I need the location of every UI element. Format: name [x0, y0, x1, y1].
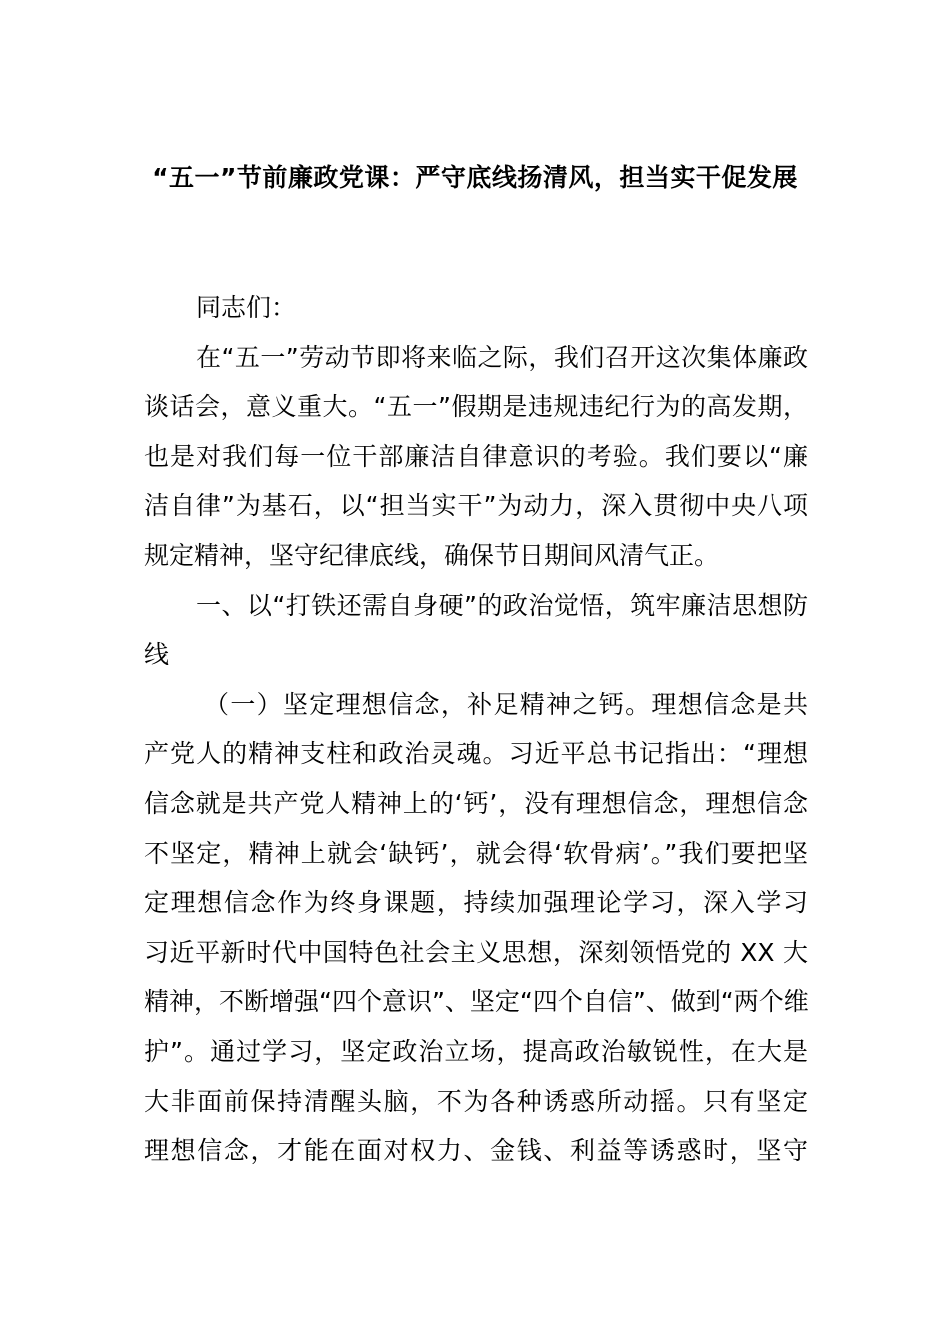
- paragraph-line: 习近平新时代中国特色社会主义思想，深刻领悟党的 XX 大: [144, 937, 808, 967]
- salutation-line: 同志们：: [196, 293, 297, 322]
- paragraph-line: 精神，不断增强“四个意识”、坚定“四个自信”、做到“两个维: [144, 987, 809, 1017]
- paragraph-line: 大非面前保持清醒头脑，不为各种诱惑所动摇。只有坚定: [144, 1086, 808, 1116]
- paragraph-line: 护”。通过学习，坚定政治立场，提高政治敏锐性，在大是: [144, 1036, 808, 1066]
- document-body: [144, 283, 808, 1176]
- document-title: “五一”节前廉政党课：严守底线扬清风，担当实干促发展: [152, 163, 798, 192]
- subsection-line: （一）坚定理想信念，补足精神之钙。理想信念是共: [204, 689, 808, 719]
- paragraph-line: 谈话会，意义重大。“五一”假期是违规违纪行为的高发期，: [144, 392, 808, 422]
- paragraph-line: 产党人的精神支柱和政治灵魂。习近平总书记指出：“理想: [144, 739, 808, 769]
- section-heading-line: 线: [144, 640, 170, 670]
- paragraph-line: 洁自律”为基石，以“担当实干”为动力，深入贯彻中央八项: [144, 491, 808, 521]
- paragraph-line: 不坚定，精神上就会‘缺钙’，就会得‘软骨病’。”我们要把坚: [144, 838, 808, 868]
- paragraph-line: 理想信念，才能在面对权力、金钱、利益等诱惑时，坚守: [144, 1136, 808, 1166]
- paragraph-line: 信念就是共产党人精神上的‘钙’，没有理想信念，理想信念: [144, 788, 808, 818]
- paragraph-line: 规定精神，坚守纪律底线，确保节日期间风清气正。: [144, 540, 720, 570]
- paragraph-line: 定理想信念作为终身课题，持续加强理论学习，深入学习: [144, 888, 808, 918]
- paragraph-line: 也是对我们每一位干部廉洁自律意识的考验。我们要以“廉: [144, 441, 808, 471]
- section-heading-line: 一、以“打铁还需自身硬”的政治觉悟，筑牢廉洁思想防: [196, 590, 808, 620]
- paragraph-line: 在“五一”劳动节即将来临之际，我们召开这次集体廉政: [196, 342, 808, 372]
